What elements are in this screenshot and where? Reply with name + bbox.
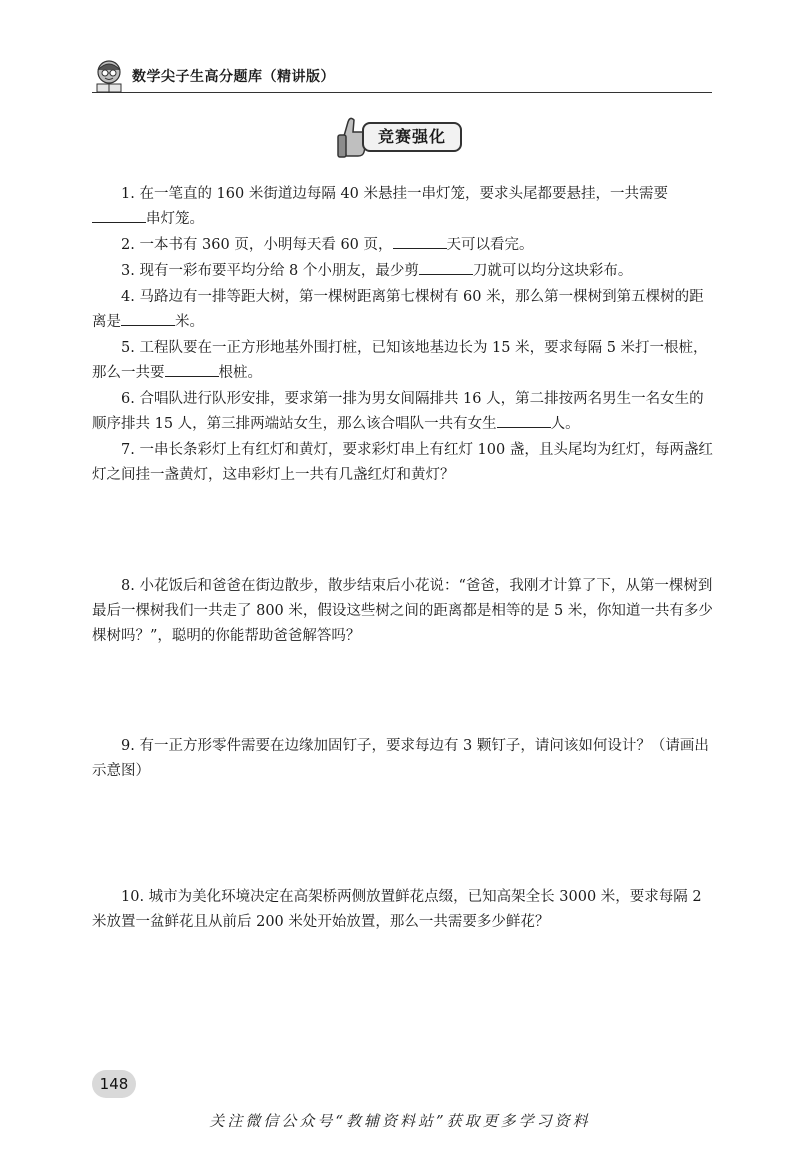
answer-blank[interactable] [497, 413, 551, 428]
page-number: 148 [92, 1070, 136, 1098]
section-heading [334, 114, 474, 160]
question-5: 5. 工程队要在一正方形地基外围打桩，已知该地基边长为 15 米，要求每隔 5 米打一根桩，那么一共要 根桩。 [92, 340, 708, 381]
question-7: 7. 一串长条彩灯上有红灯和黄灯，要求彩灯串上有红灯 100 盏，且头尾均为红灯，每两盏红灯之间挂一盏黄灯，这串彩灯上一共有几盏红灯和黄灯？ [92, 442, 713, 483]
answer-blank[interactable] [419, 260, 473, 275]
answer-space[interactable] [92, 785, 714, 885]
answer-space[interactable] [92, 650, 714, 734]
question-1: 1. 在一笔直的 160 米街道边每隔 40 米悬挂一串灯笼，要求头尾都要悬挂，一共需要串灯笼。 [92, 182, 714, 232]
question-2: 2. 一本书有 360 页，小明每天看 60 页， 天可以看完。 [92, 233, 714, 258]
question-10: 10. 城市为美化环境决定在高架桥两侧放置鲜花点缀，已知高架全长 3000 米，要求每隔 2 米放置一盆鲜花且从前后 200 米处开始放置，那么一共需要多少鲜花？ [92, 889, 702, 930]
answer-blank[interactable] [121, 311, 175, 326]
question-3: 3. 现有一彩布要平均分给 8 个小朋友，最少剪 刀就可以均分这块彩布。 [92, 259, 714, 284]
answer-blank[interactable] [165, 362, 219, 377]
series-title: 数学尖子生高分题库（精讲版） [132, 69, 335, 85]
answer-blank[interactable] [92, 208, 146, 223]
question-8: 8. 小花饭后和爸爸在街边散步，散步结束后小花说：“爸爸，我刚才计算了下，从第一棵树到最后一棵树我们一共走了 800 米，假设这些树之间的距离都是相等的是 5 米，你知道一共有多少棵树吗？”，聪明的你能帮助爸爸解答吗？ [92, 578, 713, 644]
footer-note: 关注微信公众号“教辅资料站”获取更多学习资料 [209, 1112, 591, 1130]
question-4: 4. 马路边有一排等距大树，第一棵树距离第七棵树有 60 米，那么第一棵树到第五棵树的距离是 米。 [92, 289, 704, 330]
header-divider [92, 92, 712, 93]
question-list [92, 182, 714, 936]
page-header [92, 58, 712, 98]
question-9: 9. 有一正方形零件需要在边缘加固钉子，要求每边有 3 颗钉子，请问该如何设计？（请画出示意图） [92, 738, 709, 779]
student-mascot-icon [92, 58, 126, 94]
question-6: 6. 合唱队进行队形安排，要求第一排为男女间隔排共 16 人，第二排按两名男生一名女生的顺序排共 15 人，第三排两端站女生，那么该合唱队一共有女生 人。 [92, 391, 704, 432]
section-badge: 竞赛强化 [362, 122, 462, 152]
answer-space[interactable] [92, 489, 714, 574]
answer-blank[interactable] [393, 234, 447, 249]
